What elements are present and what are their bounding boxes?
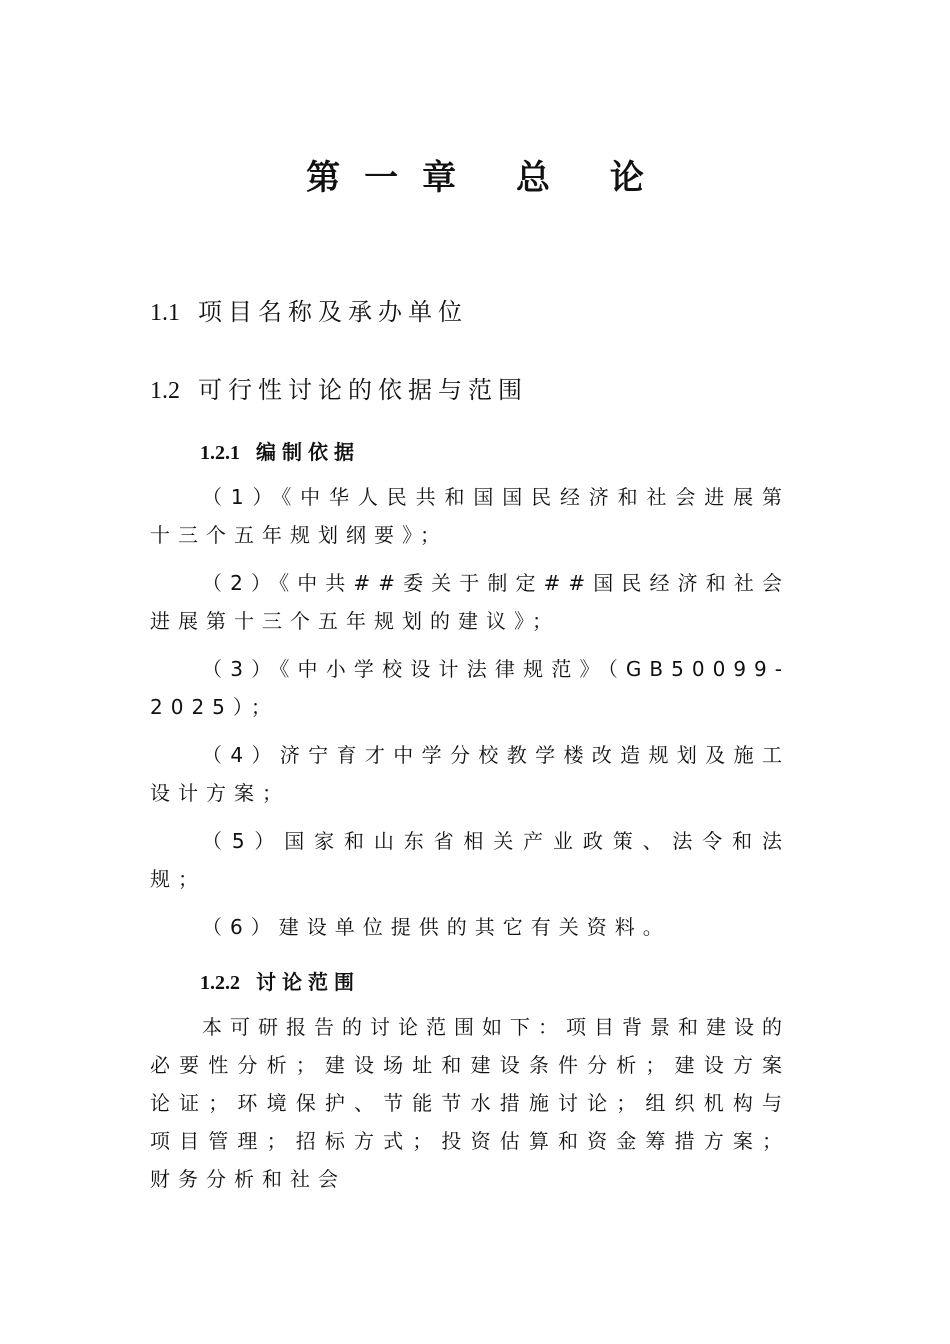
section-number: 1.2 [150, 378, 180, 404]
basis-item-6: （6）建设单位提供的其它有关资料。 [202, 915, 671, 939]
basis-item-1: （1）《中华人民共和国国民经济和社会进展第十三个五年规划纲要》； [150, 485, 790, 547]
section-title: 项目名称及承办单位 [198, 298, 468, 326]
subsection-heading-1-2-2 [200, 966, 360, 995]
subsection-number: 1.2.1 [200, 442, 240, 464]
section-number: 1.1 [150, 300, 180, 326]
section-heading-1-2 [150, 370, 528, 405]
subsection-number: 1.2.2 [200, 972, 240, 994]
section-title: 可行性讨论的依据与范围 [198, 376, 528, 404]
scope-paragraph: 本可研报告的讨论范围如下：项目背景和建设的必要性分析；建设场址和建设条件分析；建设方案论证；环境保护、节能节水措施讨论；组织机构与项目管理；招标方式；投资估算和资金筹措方案；财务分析和社会 [150, 1015, 790, 1191]
chapter-title: 第一章 总 论 [306, 158, 668, 198]
basis-item-4: （4）济宁育才中学分校教学楼改造规划及施工设计方案； [150, 743, 790, 805]
subsection-title: 讨论范围 [256, 970, 360, 994]
subsection-title: 编制依据 [256, 440, 360, 464]
subsection-heading-1-2-1 [200, 436, 360, 465]
basis-item-5: （5）国家和山东省相关产业政策、法令和法规； [150, 829, 790, 891]
section-heading-1-1 [150, 292, 468, 327]
basis-item-2: （2）《中共##委关于制定##国民经济和社会进展第十三个五年规划的建议》； [150, 571, 790, 633]
basis-item-3: （3）《中小学校设计法律规范》（GB50099-2025）； [150, 657, 790, 719]
